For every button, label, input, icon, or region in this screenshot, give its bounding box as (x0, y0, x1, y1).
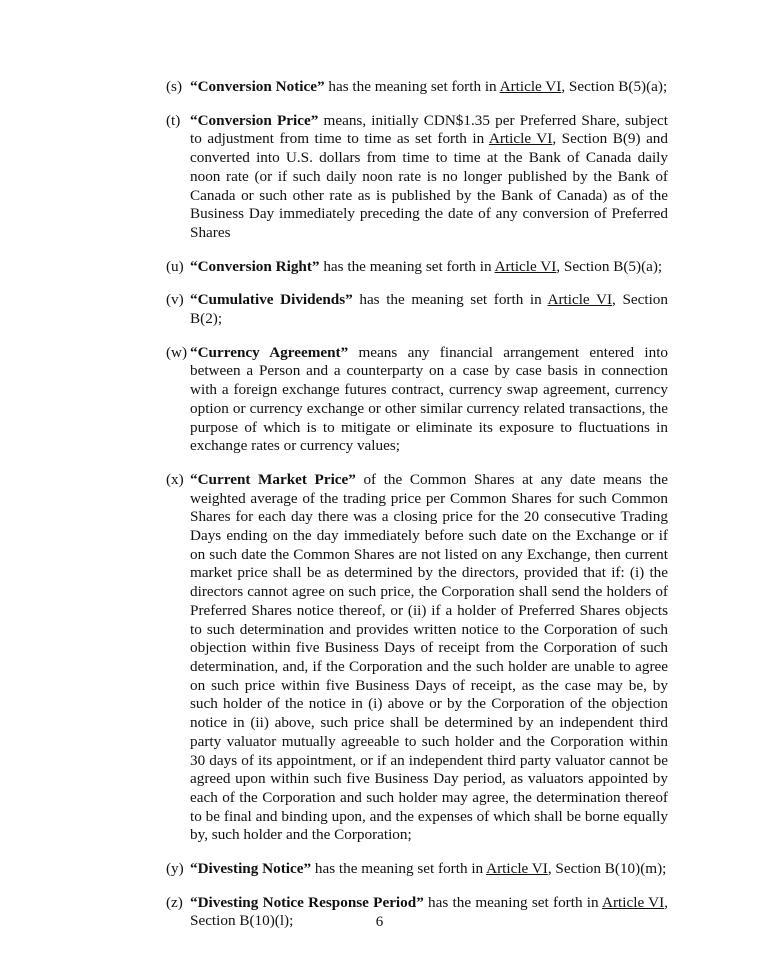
definition-term: “Conversion Notice” (190, 78, 325, 95)
article-reference-link[interactable]: Article VI (488, 130, 553, 148)
article-reference-link[interactable]: Article VI (494, 257, 557, 275)
definition-label: (u) (166, 257, 184, 275)
definition-term: “Conversion Price” (190, 111, 319, 129)
definition-term: “Divesting Notice” (190, 860, 312, 878)
definition-v (166, 291, 668, 328)
definition-label: (t) (166, 111, 181, 129)
definition-text: “Cumulative Dividends” has the meaning set forth in Article VI, Section B(2); (190, 291, 668, 328)
definition-term: “Cumulative Dividends” (190, 291, 353, 309)
definition-text: “Current Market Price” of the Common Shares at any date means the weighted average of the trading price per Common Shares for such Common Shares for each day there was a closing price for the 20 consecutive Trading Days ending on the day immediately before such date on the Exchange or if on such date the Common Shares are not listed on any Exchange, then current market price shall be as determined by the directors, provided that if: (i) the directors cannot agree on such price, the Corporation shall send the holders of Preferred Shares notice thereof, or (ii) if a holder of Preferred Shares objects to such determination and provides written notice to the Corporation of such objection within five Business Days of receipt from the Corporation of such determination, and, if the Corporation and the such holder are unable to agree on such price within five Business Days of receipt, as the case may be, by such holder of the notice in (i) above or by the Corporation of the objection notice in (ii) above, such price shall be determined by an independent third party valuator mutually agreeable to such holder and the Corporation within 30 days of its appointment, or if an independent third party valuator cannot be agreed upon within such five Business Day period, as valuators appointed by each of the Corporation and such holder may agree, the determination thereof to be final and binding upon, and the expenses of which shall be borne equally by, such holder and the Corporation; (190, 470, 668, 844)
definition-text: “Currency Agreement” means any financial arrangement entered into between a Person and a counterparty on a case by case basis in connection with a foreign exchange futures contract, currency swap agreement, currency option or currency exchange or other similar currency related transactions, the purpose of which is to mitigate or eliminate its exposure to fluctuations in exchange rates or currency values; (190, 343, 669, 455)
definition-term: “Divesting Notice Response Period” (190, 893, 424, 911)
definition-term: “Currency Agreement” (190, 343, 349, 361)
definition-term: “Current Market Price” (190, 470, 356, 488)
definition-label: (s) (166, 78, 183, 95)
definition-term: “Conversion Right” (190, 257, 320, 275)
definition-text: “Conversion Notice” has the meaning set forth in Article VI, Section B(5)(a); (190, 78, 668, 95)
definition-u (166, 258, 668, 277)
definition-label: (x) (166, 470, 184, 488)
definition-x (166, 471, 668, 845)
definition-label: (v) (166, 291, 184, 309)
article-reference-link[interactable]: Article VI (486, 860, 548, 878)
definition-text: “Divesting Notice Response Period” has the meaning set forth in Article VI, Section B(10)(l); (190, 893, 668, 930)
definition-w (166, 344, 668, 456)
definition-label: (y) (166, 860, 184, 878)
definition-text: “Conversion Right” has the meaning set forth in Article VI, Section B(5)(a); (190, 257, 663, 275)
article-reference-link[interactable]: Article VI (547, 291, 613, 309)
definition-label: (w) (166, 343, 188, 361)
definition-text: “Divesting Notice” has the meaning set forth in Article VI, Section B(10)(m); (190, 860, 667, 878)
article-reference-link[interactable]: Article VI (602, 893, 665, 911)
definition-y (166, 860, 668, 879)
definition-label: (z) (166, 893, 183, 911)
definition-t (166, 112, 668, 243)
definition-text: “Conversion Price” means, initially CDN$1.35 per Preferred Share, subject to adjustment from time to time as set forth in Article VI, Section B(9) and converted into U.S. dollars from time to time at the Bank of Canada daily noon rate (or if such daily noon rate is no longer published by the Bank of Canada or such other rate as is published by the Bank of Canada) as of the Business Day immediately preceding the date of any conversion of Preferred Shares (190, 111, 668, 241)
definitions-list (166, 78, 668, 931)
article-reference-link[interactable]: Article VI (499, 78, 562, 95)
definition-s (166, 78, 668, 97)
page-number: 6 (375, 914, 384, 930)
